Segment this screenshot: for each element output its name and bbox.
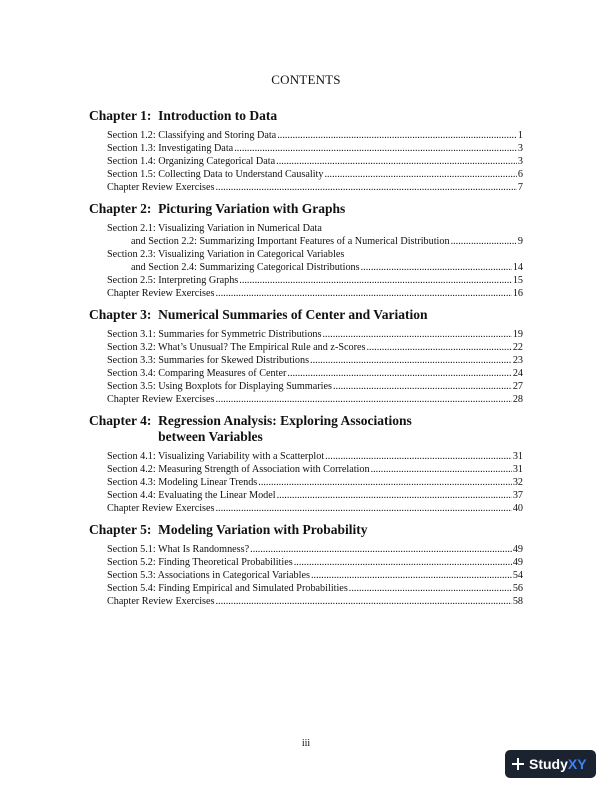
dot-leader — [239, 274, 512, 287]
page-number: iii — [301, 738, 311, 749]
toc-entry[interactable] — [107, 248, 523, 274]
toc-entry[interactable] — [107, 341, 523, 354]
chapter-section — [89, 201, 523, 300]
toc-entry-text: Section 3.5: Using Boxplots for Displaying Summaries — [107, 381, 332, 392]
dot-leader — [323, 328, 512, 341]
dot-leader — [258, 476, 512, 489]
toc-entry-text: Section 4.4: Evaluating the Linear Model — [107, 490, 276, 501]
toc-page-number: 31 — [512, 451, 523, 462]
toc-page-number: 14 — [512, 262, 523, 273]
toc-entry-text: Section 2.1: Visualizing Variation in Numerical Data — [107, 223, 322, 234]
toc-entry-text: Section 4.3: Modeling Linear Trends — [107, 477, 258, 488]
toc-entry[interactable] — [107, 489, 523, 502]
chapter-heading — [89, 201, 523, 217]
dot-leader — [333, 380, 512, 393]
toc-entry-text: Section 4.2: Measuring Strength of Association with Correlation — [107, 464, 370, 475]
toc-page-number: 23 — [512, 355, 523, 366]
table-of-contents — [89, 108, 523, 615]
toc-entry-text: Chapter Review Exercises — [107, 503, 215, 514]
plus-icon — [505, 750, 529, 778]
chapter-section — [89, 307, 523, 406]
chapter-title: Modeling Variation with Probability — [158, 522, 368, 537]
toc-entry[interactable] — [107, 450, 523, 463]
toc-page-number: 19 — [512, 329, 523, 340]
toc-entry-text: Section 5.1: What Is Randomness? — [107, 544, 250, 555]
toc-entry[interactable] — [107, 476, 523, 489]
chapter-heading — [89, 413, 523, 445]
toc-entry[interactable] — [107, 354, 523, 367]
toc-page-number: 24 — [512, 368, 523, 379]
dot-leader — [311, 569, 512, 582]
dot-leader — [234, 142, 517, 155]
toc-page-number: 3 — [517, 156, 523, 167]
dot-leader — [294, 556, 512, 569]
toc-entry[interactable] — [107, 595, 523, 608]
chapter-section — [89, 522, 523, 608]
chapter-title: Numerical Summaries of Center and Variation — [158, 307, 428, 322]
toc-page-number: 1 — [517, 130, 523, 141]
toc-page-number: 54 — [512, 570, 523, 581]
chapter-section — [89, 108, 523, 194]
chapter-heading — [89, 307, 523, 323]
toc-entry-text: Section 1.2: Classifying and Storing Data — [107, 130, 277, 141]
toc-entry[interactable] — [107, 328, 523, 341]
toc-entry-text: Section 1.5: Collecting Data to Understand Causality — [107, 169, 324, 180]
toc-entry-text: Chapter Review Exercises — [107, 596, 215, 607]
dot-leader — [451, 235, 517, 248]
toc-entry-text: and Section 2.4: Summarizing Categorical Distributions — [131, 262, 360, 273]
toc-entry-text: Chapter Review Exercises — [107, 182, 215, 193]
toc-page-number: 58 — [512, 596, 523, 607]
dot-leader — [371, 463, 512, 476]
chapter-label: Chapter 5: — [89, 522, 159, 537]
dot-leader — [216, 595, 512, 608]
toc-entry[interactable] — [107, 367, 523, 380]
toc-entry[interactable] — [107, 380, 523, 393]
toc-entry-text: Section 1.3: Investigating Data — [107, 143, 234, 154]
toc-entry[interactable] — [107, 181, 523, 194]
toc-page-number: 27 — [512, 381, 523, 392]
brand-name: StudyXY — [529, 756, 587, 772]
toc-page-number: 22 — [512, 342, 523, 353]
toc-entry-list — [107, 543, 523, 608]
toc-entry[interactable] — [107, 168, 523, 181]
studyxy-badge[interactable] — [505, 750, 596, 778]
toc-entry-text: Section 3.1: Summaries for Symmetric Distributions — [107, 329, 322, 340]
toc-entry[interactable] — [107, 556, 523, 569]
toc-entry-list — [107, 222, 523, 300]
toc-entry-text: Section 1.4: Organizing Categorical Data — [107, 156, 276, 167]
toc-entry-text: and Section 2.2: Summarizing Important Features of a Numerical Distribution — [131, 236, 450, 247]
toc-page-number: 3 — [517, 143, 523, 154]
dot-leader — [216, 502, 512, 515]
dot-leader — [325, 450, 512, 463]
toc-entry[interactable] — [107, 502, 523, 515]
toc-entry-text: Section 2.5: Interpreting Graphs — [107, 275, 239, 286]
chapter-section — [89, 413, 523, 515]
chapter-label: Chapter 3: — [89, 307, 159, 322]
toc-entry[interactable] — [107, 274, 523, 287]
toc-page-number: 49 — [512, 557, 523, 568]
dot-leader — [277, 129, 517, 142]
toc-page-number: 31 — [512, 464, 523, 475]
toc-entry[interactable] — [107, 222, 523, 248]
toc-entry-text: Section 5.3: Associations in Categorical Variables — [107, 570, 310, 581]
chapter-label: Chapter 2: — [89, 201, 159, 216]
chapter-title: Regression Analysis: Exploring Associations between Variables — [158, 413, 412, 444]
toc-page-number: 9 — [517, 236, 523, 247]
toc-entry-list — [107, 450, 523, 515]
chapter-title: Picturing Variation with Graphs — [158, 201, 346, 216]
chapter-heading — [89, 108, 523, 124]
toc-entry[interactable] — [107, 393, 523, 406]
dot-leader — [276, 155, 517, 168]
toc-page-number: 15 — [512, 275, 523, 286]
toc-entry[interactable] — [107, 463, 523, 476]
toc-entry[interactable] — [107, 543, 523, 556]
toc-page-number: 28 — [512, 394, 523, 405]
dot-leader — [250, 543, 512, 556]
dot-leader — [216, 181, 517, 194]
toc-entry-text: Section 4.1: Visualizing Variability with a Scatterplot — [107, 451, 325, 462]
toc-page-number: 56 — [512, 583, 523, 594]
toc-entry[interactable] — [107, 142, 523, 155]
toc-entry[interactable] — [107, 569, 523, 582]
toc-page-number: 7 — [517, 182, 523, 193]
dot-leader — [216, 287, 512, 300]
dot-leader — [310, 354, 512, 367]
toc-entry-list — [107, 129, 523, 194]
dot-leader — [324, 168, 516, 181]
toc-entry-text: Section 3.2: What’s Unusual? The Empirical Rule and z-Scores — [107, 342, 366, 353]
toc-entry-list — [107, 328, 523, 406]
toc-page-number: 40 — [512, 503, 523, 514]
chapter-heading — [89, 522, 523, 538]
dot-leader — [367, 341, 512, 354]
page-title: CONTENTS — [271, 72, 341, 87]
toc-page-number: 16 — [512, 288, 523, 299]
toc-page-number: 49 — [512, 544, 523, 555]
toc-page-number: 32 — [512, 477, 523, 488]
chapter-label: Chapter 1: — [89, 108, 159, 123]
toc-entry[interactable] — [107, 155, 523, 168]
toc-page-number: 37 — [512, 490, 523, 501]
chapter-title: Introduction to Data — [158, 108, 278, 123]
toc-entry-text: Section 3.3: Summaries for Skewed Distributions — [107, 355, 310, 366]
toc-entry-text: Section 2.3: Visualizing Variation in Categorical Variables — [107, 249, 345, 260]
dot-leader — [216, 393, 512, 406]
dot-leader — [277, 489, 512, 502]
toc-entry-text: Section 3.4: Comparing Measures of Center — [107, 368, 287, 379]
dot-leader — [287, 367, 511, 380]
toc-entry-text: Section 5.2: Finding Theoretical Probabilities — [107, 557, 293, 568]
toc-entry-text: Chapter Review Exercises — [107, 288, 215, 299]
toc-entry[interactable] — [107, 129, 523, 142]
chapter-label: Chapter 4: — [89, 413, 159, 428]
toc-entry[interactable] — [107, 287, 523, 300]
dot-leader — [361, 261, 512, 274]
toc-entry[interactable] — [107, 582, 523, 595]
toc-entry-text: Section 5.4: Finding Empirical and Simulated Probabilities — [107, 583, 348, 594]
toc-page-number: 6 — [517, 169, 523, 180]
toc-entry-text: Chapter Review Exercises — [107, 394, 215, 405]
dot-leader — [349, 582, 512, 595]
